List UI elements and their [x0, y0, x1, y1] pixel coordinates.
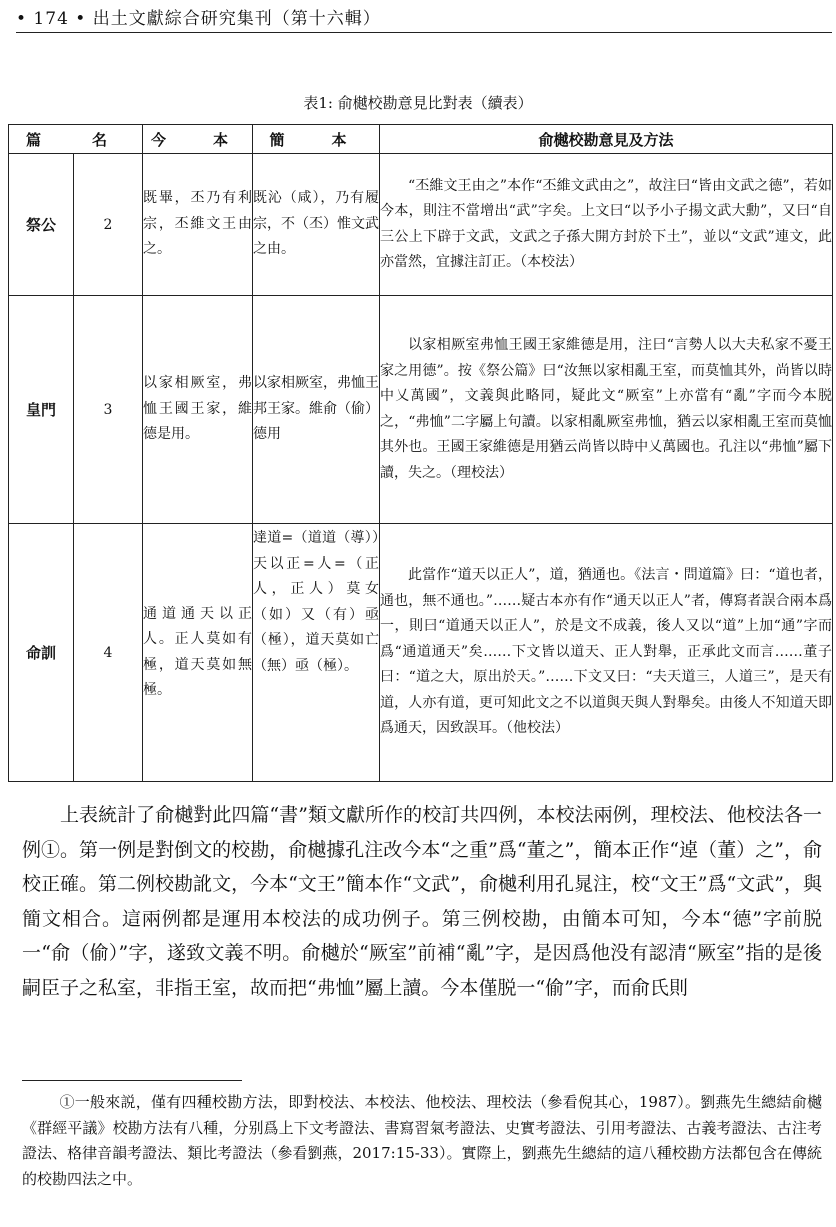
table-row	[9, 154, 833, 296]
bamboo-text-cell: 既沁（咸），乃有履宗，不（丕）惟文武之由。	[253, 154, 380, 296]
chapter-name: 命訓	[9, 524, 74, 782]
comparison-table	[8, 124, 833, 782]
bamboo-text-cell: 以家相厥室，弗恤王邦王家。維俞（偷）德用	[253, 296, 380, 524]
table-header-row	[9, 125, 833, 154]
current-text-cell: 以家相厥室，弗恤王國王家，維德是用。	[143, 296, 253, 524]
example-number: 2	[74, 154, 143, 296]
body-paragraph: 上表統計了俞樾對此四篇“書”類文獻所作的校訂共四例，本校法兩例，理校法、他校法各一例①。第一例是對倒文的校勘，俞樾據孔注改今本“之重”爲“董之”，簡本正作“逴（董）之”，俞校正確。第二例校勘訛文，今本“文王”簡本作“文武”，俞樾利用孔晁注，校“文王”爲“文武”，與簡文相合。這兩例都是運用本校法的成功例子。第三例校勘，由簡本可知，今本“德”字前脱一“俞（偷）”字，遂致文義不明。俞樾於“厥室”前補“亂”字，是因爲他没有認清“厥室”指的是後嗣臣子之私室，非指王室，故而把“弗恤”屬上讀。今本僅脱一“偷”字，而俞氏則	[22, 804, 822, 999]
current-text-cell: 既畢，丕乃有利宗，丕維文王由之。	[143, 154, 253, 296]
header-rule	[16, 32, 832, 33]
footnote-rule	[22, 1080, 242, 1081]
example-number: 4	[74, 524, 143, 782]
header-bamboo-text: 簡 本	[253, 125, 380, 154]
opinion-cell: 以家相厥室弗恤王國王家維德是用，注曰“言勢人以大夫私家不憂王家之用德”。按《祭公篇》曰“汝無以家相亂王室，而莫恤其外，尚皆以時中乂萬國”，文義與此略同，疑此文“厥室”上亦當有“亂”字而今本脱之，“弗恤”二字屬上句讀。以家相亂厥室弗恤，猶云以家相亂王室而莫恤其外也。王國王家維德是用猶云尚皆以時中乂萬國也。孔注以“弗恤”屬下讀，失之。（理校法）	[380, 296, 833, 524]
table-caption: 表1: 俞樾校勘意見比對表（續表）	[303, 94, 533, 112]
chapter-name: 祭公	[9, 154, 74, 296]
header-current-text: 今 本	[143, 125, 253, 154]
footnote: ①一般來説，僅有四種校勘方法，即對校法、本校法、他校法、理校法（參看倪其心，1987）。劉燕先生總結俞樾《群經平議》校勘方法有八種，分别爲上下文考證法、書寫習氣考證法、史實考證法、引用考證法、古義考證法、古注考證法、格律音韻考證法、類比考證法（參看劉燕，2017:15-33）。實際上，劉燕先生總結的這八種校勘方法都包含在傳統的校勘四法之中。	[22, 1093, 822, 1188]
table-row	[9, 524, 833, 782]
running-header: • 174 • 出土文獻綜合研究集刊（第十六輯）	[16, 9, 381, 29]
table-row	[9, 296, 833, 524]
bamboo-text-cell: 達道=（道道（導））天以正=人=（正人，正人）莫女（如）又（有）亟（極），道天莫如亡（無）亟（極）。	[253, 524, 380, 782]
current-text-cell: 通道通天以正人。正人莫如有極，道天莫如無極。	[143, 524, 253, 782]
chapter-name: 皇門	[9, 296, 74, 524]
header-opinion: 俞樾校勘意見及方法	[380, 125, 833, 154]
opinion-cell: 此當作“道天以正人”，道，猶通也。《法言・問道篇》曰：“道也者，通也，無不通也。”……疑古本亦有作“通天以正人”者，傳寫者誤合兩本爲一，則曰“道通天以正人”，於是文不成義，後人又以“道”上加“通”字而爲“通道通天”矣……下文皆以道天、正人對舉，正承此文而言……董子曰：“道之大，原出於天。”……下文又曰：“夫天道三，人道三”，是天有道，人亦有道，更可知此文之不以道與天與人對舉矣。由後人不知道天即爲通天，因致誤耳。（他校法）	[380, 524, 833, 782]
header-chapter: 篇 名	[9, 125, 143, 154]
example-number: 3	[74, 296, 143, 524]
opinion-cell: “丕維文王由之”本作“丕維文武由之”，故注曰“皆由文武之德”，若如今本，則注不當增出“武”字矣。上文曰“以予小子揚文武大勳”，又曰“自三公上下辟于文武，文武之子孫大開方封於下土”，並以“文武”連文，此亦當然，宜據注訂正。（本校法）	[380, 154, 833, 296]
